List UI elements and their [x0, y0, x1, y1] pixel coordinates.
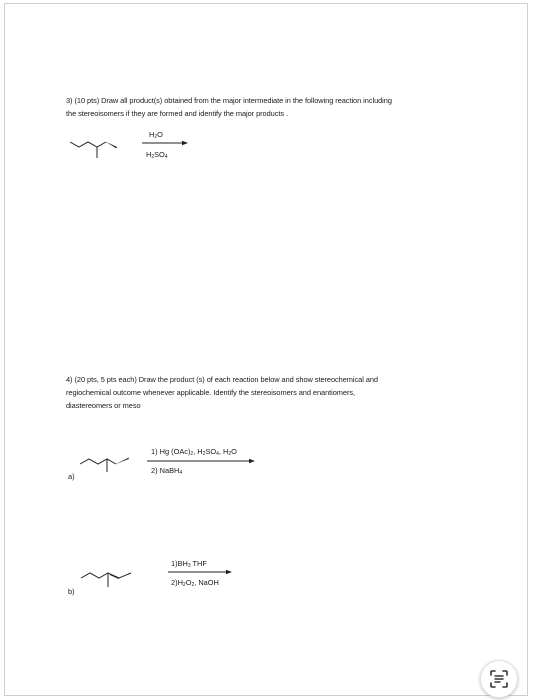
q4b-reaction-arrow: [168, 569, 232, 575]
question-4-line-1: 4) (20 pts, 5 pts each) Draw the product (s) of each reaction below and show stereochemical and: [66, 375, 378, 384]
q4a-reagent-1: 1) Hg $(OAc)_2$, $H_2SO_4$, $H_2O$: [151, 447, 237, 457]
q4a-alkene-structure: [80, 452, 140, 478]
q4b-reagent-2: $2)H_2O_2$, NaOH: [171, 578, 219, 588]
q4a-reagent-2: 2) NaBH$_4$: [151, 466, 183, 476]
q3-reagent-bottom: $H_2SO_4$: [146, 150, 168, 160]
q3-alkene-structure: [70, 136, 130, 162]
q3-reaction-arrow: [142, 140, 188, 146]
question-3-text: [66, 94, 496, 120]
document-scan-button[interactable]: [480, 660, 518, 698]
question-4-line-2: regiochemical outcome whenever applicable. Identify the stereoisomers and enantiomers,: [66, 388, 356, 397]
question-4-text: [66, 373, 496, 412]
document-scan-icon: [488, 668, 510, 690]
q3-reagent-top: $H_2O$: [149, 130, 163, 140]
q4b-alkene-structure: [81, 565, 151, 593]
q4a-reaction-arrow: [147, 458, 255, 464]
question-3-line-2: the stereoisomers if they are formed and identify the major products .: [66, 109, 289, 118]
question-3-line-1: 3) (10 pts) Draw all product(s) obtained from the major intermediate in the following reaction including: [66, 96, 392, 105]
q4b-reagent-1: $1)BH_3$ THF: [171, 559, 207, 569]
q4a-label: a): [68, 472, 75, 481]
q4b-label: b): [68, 587, 75, 596]
question-4-line-3: diastereomers or meso: [66, 401, 141, 410]
